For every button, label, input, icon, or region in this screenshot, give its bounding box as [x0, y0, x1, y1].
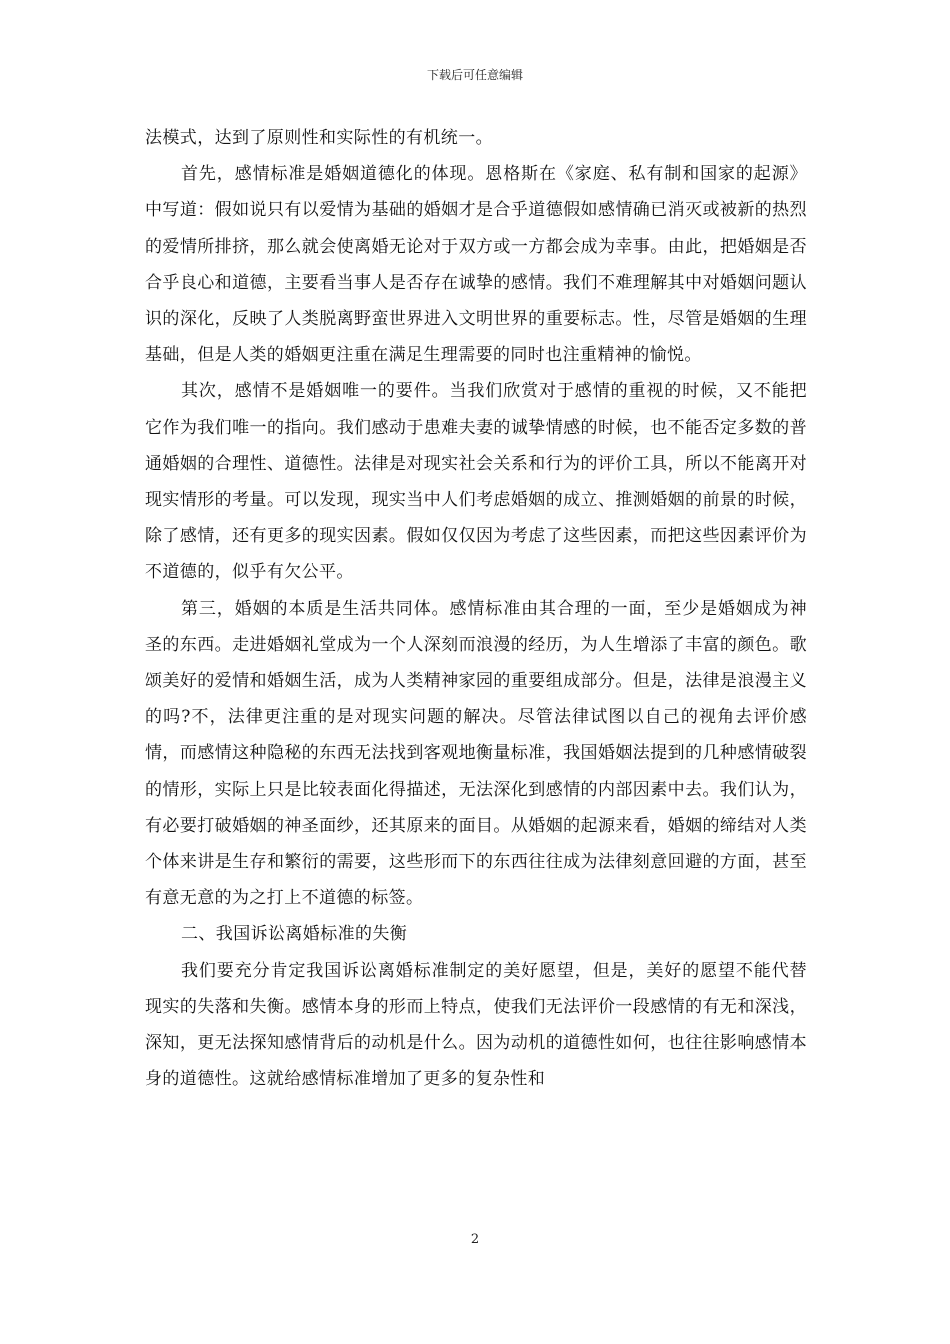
- document-body: [145, 120, 807, 1097]
- paragraph-third-point: 第三，婚姻的本质是生活共同体。感情标准由其合理的一面，至少是婚姻成为神圣的东西。走进婚姻礼堂成为一个人深刻而浪漫的经历，为人生增添了丰富的颜色。歌颂美好的爱情和婚姻生活，成为人类精神家园的重要组成部分。但是，法律是浪漫主义的吗?不，法律更注重的是对现实问题的解决。尽管法律试图以自己的视角去评价感情，而感情这种隐秘的东西无法找到客观地衡量标准，我国婚姻法提到的几种感情破裂的情形，实际上只是比较表面化得描述，无法深化到感情的内部因素中去。我们认为，有必要打破婚姻的神圣面纱，还其原来的面目。从婚姻的起源来看，婚姻的缔结对人类个体来讲是生存和繁衍的需要，这些形而下的东西往往成为法律刻意回避的方面，甚至有意无意的为之打上不道德的标签。: [145, 598, 807, 909]
- paragraph-continuation: 法模式，达到了原则性和实际性的有机统一。: [145, 128, 493, 148]
- page-number: 2: [470, 1232, 480, 1247]
- paragraph-first-point: 首先，感情标准是婚姻道德化的体现。恩格斯在《家庭、私有制和国家的起源》中写道：假如说只有以爱情为基础的婚姻才是合乎道德假如感情确已消灭或被新的热烈的爱情所排挤，那么就会使离婚无论对于双方或一方都会成为幸事。由此，把婚姻是否合乎良心和道德，主要看当事人是否存在诚挚的感情。我们不难理解其中对婚姻问题认识的深化，反映了人类脱离野蛮世界进入文明世界的重要标志。性，尽管是婚姻的生理基础，但是人类的婚姻更注重在满足生理需要的同时也注重精神的愉悦。: [145, 164, 807, 366]
- paragraph-section-two: 我们要充分肯定我国诉讼离婚标准制定的美好愿望，但是，美好的愿望不能代替现实的失落和失衡。感情本身的形而上特点，使我们无法评价一段感情的有无和深浅，深知，更无法探知感情背后的动机是什么。因为动机的道德性如何，也往往影响感情本身的道德性。这就给感情标准增加了更多的复杂性和: [145, 960, 807, 1090]
- section-heading: 二、我国诉讼离婚标准的失衡: [181, 924, 408, 945]
- page-header: 下载后可任意编辑: [426, 68, 523, 82]
- paragraph-second-point: 其次，感情不是婚姻唯一的要件。当我们欣赏对于感情的重视的时候，又不能把它作为我们唯一的指向。我们感动于患难夫妻的诚挚情感的时候，也不能否定多数的普通婚姻的合理性、道德性。法律是对现实社会关系和行为的评价工具，所以不能离开对现实情形的考量。可以发现，现实当中人们考虑婚姻的成立、推测婚姻的前景的时候，除了感情，还有更多的现实因素。假如仅仅因为考虑了这些因素，而把这些因素评价为不道德的，似乎有欠公平。: [145, 381, 807, 583]
